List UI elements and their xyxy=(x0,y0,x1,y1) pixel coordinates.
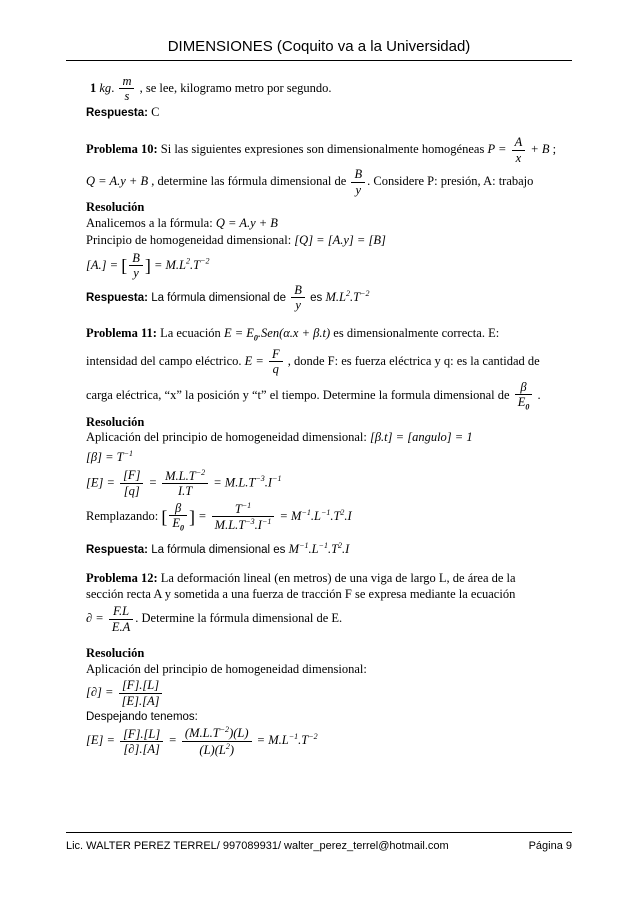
p12-d-num: [F].[L] xyxy=(121,678,160,693)
p10-answer-exp1: 2 xyxy=(345,288,350,298)
p10-a-right: = M.L xyxy=(150,257,187,272)
p12-e-right: = M.L xyxy=(253,733,289,748)
p11-repl-num2-exp: −1 xyxy=(241,500,252,510)
p12-resolution-heading: Resolución xyxy=(86,646,145,661)
p11-repl-den2-base: M.L.T xyxy=(214,518,246,533)
p10-a-frac xyxy=(129,251,143,281)
p11-target-num: β xyxy=(520,379,527,394)
document-body xyxy=(86,74,570,824)
p10-statement-line2 xyxy=(86,167,570,197)
p11-beta-exp: −1 xyxy=(123,448,133,458)
p11-text1: La ecuación xyxy=(156,326,224,341)
p11-target-den-sub: 0 xyxy=(525,402,530,412)
p10-resolution-heading: Resolución xyxy=(86,199,145,214)
p12-e-line xyxy=(86,725,570,757)
p10-eq-p-right: + B xyxy=(527,142,550,157)
p11-repl-den1-e: E xyxy=(172,515,180,530)
footer-author: Lic. WALTER PEREZ TERREL/ 997089931/ walter_perez_terrel@hotmail.com xyxy=(66,840,449,852)
p11-answer-exp3: 2 xyxy=(338,540,343,550)
p10-answer-m: M.L xyxy=(325,289,346,304)
p11-replace-text: Remplazando: xyxy=(86,508,162,523)
p11-eq-e-num: F xyxy=(271,346,280,361)
p11-eq-main: E = E xyxy=(223,326,254,341)
p11-answer xyxy=(86,541,570,557)
p11-e-den1: [q] xyxy=(120,483,143,498)
p10-a-num: B xyxy=(132,250,140,265)
intro-dot: . xyxy=(111,80,115,95)
p12-d-line xyxy=(86,678,570,708)
p11-app-line xyxy=(86,430,570,446)
equals-sign: = xyxy=(145,474,161,489)
p12-e-num2-base: (M.L.T xyxy=(184,726,220,741)
p11-answer-t: .T xyxy=(327,541,339,556)
p11-answer-i: .I xyxy=(342,541,350,556)
p10-eq-q: Q = A.y + B xyxy=(86,173,149,188)
p10-by-den: y xyxy=(351,182,365,197)
bracket-close: ] xyxy=(144,255,151,276)
p10-answer-es: es xyxy=(306,291,326,304)
p12-e-left: [E] = xyxy=(86,733,119,748)
p12-e-num2-end: )(L) xyxy=(229,726,249,741)
p11-repl-num2 xyxy=(212,501,275,517)
intro-answer-label: Respuesta: xyxy=(86,106,148,119)
p11-repl-den2-exp2: −1 xyxy=(261,517,272,527)
p11-e-num1: [F] xyxy=(123,468,141,483)
p10-answer-num: B xyxy=(294,282,302,297)
p10-a-mid: .T xyxy=(190,257,201,272)
p11-eq-rest: .Sen(α.x + β.t) xyxy=(257,326,331,341)
p12-e-num2-exp: −2 xyxy=(219,725,230,735)
p11-text2: es dimensionalmente correcta. E: xyxy=(330,326,500,341)
p12-eq-frac xyxy=(109,604,133,634)
p11-e-num2-base: M.L.T xyxy=(165,468,196,483)
p12-text1: La deformación lineal (en metros) de una viga de largo L, de área de la xyxy=(157,571,516,586)
p10-text1: Si las siguientes expresiones son dimensionalmente homogéneas xyxy=(157,142,488,157)
p11-e-right-exp2: −1 xyxy=(272,473,282,483)
intro-frac-den: s xyxy=(119,88,134,103)
p12-e-right-exp2: −2 xyxy=(308,732,318,742)
p12-e-den2-end: ) xyxy=(229,743,234,758)
p12-eq-left: ∂ = xyxy=(86,611,107,626)
p11-repl-frac2 xyxy=(212,501,275,533)
p11-text5: carga eléctrica, “x” la posición y “t” el tiempo. Determine la formula dimensional de xyxy=(86,387,513,402)
p12-text3: . Determine la fórmula dimensional de E. xyxy=(135,611,343,626)
p12-d-frac xyxy=(119,678,163,708)
p11-text4: , donde F: es fuerza eléctrica y q: es la cantidad de xyxy=(284,353,540,368)
p10-eq-p-num: A xyxy=(514,135,523,150)
p11-repl-exp2: −1 xyxy=(320,507,331,517)
equals-sign: = xyxy=(165,733,180,748)
p11-e-num2-exp: −2 xyxy=(195,467,206,477)
p11-answer-text: La fórmula dimensional es xyxy=(148,543,289,556)
p12-e-num2 xyxy=(182,725,252,741)
p10-by-frac xyxy=(351,167,365,197)
p12-e-frac1 xyxy=(120,727,163,757)
p11-answer-exp1: −1 xyxy=(299,540,309,550)
p12-d-den: [E].[A] xyxy=(119,693,163,708)
intro-kg: kg xyxy=(99,80,112,95)
p12-e-right-t: .T xyxy=(298,733,309,748)
p10-a-line xyxy=(86,251,570,281)
p11-repl-t: .T xyxy=(330,508,341,523)
p12-title: Problema 12: xyxy=(86,571,158,586)
p10-title: Problema 10: xyxy=(86,142,158,157)
p11-resolution-heading: Resolución xyxy=(86,414,145,429)
intro-line xyxy=(90,74,570,104)
p10-answer xyxy=(86,283,570,313)
p11-repl-num1: β xyxy=(175,500,182,515)
p12-app-line: Aplicación del principio de homogeneidad dimensional: xyxy=(86,661,367,676)
p10-answer-frac xyxy=(291,283,305,313)
p11-answer-exp2: −1 xyxy=(318,540,328,550)
p10-principle-line xyxy=(86,233,570,249)
p12-e-num1: [F].[L] xyxy=(123,726,161,741)
p11-repl-den2-i: .I xyxy=(254,518,262,533)
p10-principle-text: Principio de homogeneidad dimensional: xyxy=(86,233,295,248)
p11-repl-num2-base: T xyxy=(234,501,242,516)
p11-answer-m: M xyxy=(288,541,300,556)
p10-answer-exp2: −2 xyxy=(360,288,370,298)
p10-analyze-line xyxy=(86,216,570,232)
p11-e-right-i: .I xyxy=(264,474,273,489)
footer-rule xyxy=(66,832,572,833)
intro-answer xyxy=(86,105,570,121)
p11-target-frac xyxy=(515,380,533,412)
p12-e-den2-base: (L)(L xyxy=(199,743,226,758)
p11-eq-sub0: 0 xyxy=(253,333,258,343)
p12-despejando: Despejando tenemos: xyxy=(86,711,198,724)
p11-e-frac2 xyxy=(162,468,208,499)
p11-app-text: Aplicación del principio de homogeneidad dimensional: xyxy=(86,430,370,445)
p11-title: Problema 11: xyxy=(86,326,157,341)
p10-text3: . Considere P: presión, A: trabajo xyxy=(367,173,534,188)
p11-answer-label: Respuesta: xyxy=(86,543,148,556)
p11-target-den xyxy=(515,394,533,412)
p10-eq-p-frac xyxy=(512,135,526,165)
p12-e-den2-exp: 2 xyxy=(225,741,230,751)
p10-statement-line1 xyxy=(86,135,570,165)
p10-answer-text: La fórmula dimensional de xyxy=(148,291,290,304)
bracket-open: [ xyxy=(161,506,168,527)
p11-beta-eq: [β] = T xyxy=(86,449,124,464)
p10-by-num: B xyxy=(354,167,363,182)
p11-text6: . xyxy=(534,387,541,402)
p11-repl-den1 xyxy=(169,515,187,533)
p11-repl-frac1 xyxy=(169,501,187,533)
p12-e-den1: [∂].[A] xyxy=(120,741,163,756)
p11-e-frac1 xyxy=(120,468,143,498)
p10-a-left: [A.] = xyxy=(86,257,122,272)
intro-frac-num: m xyxy=(122,74,132,88)
p11-eq-e-frac xyxy=(269,347,283,377)
p11-repl-den1-sub: 0 xyxy=(179,523,184,533)
p10-a-exp2: −2 xyxy=(200,256,210,266)
p12-e-right-exp1: −1 xyxy=(288,732,299,742)
p12-e-den2 xyxy=(182,741,252,758)
p12-d-left: [∂] = xyxy=(86,685,117,700)
p10-answer-label: Respuesta: xyxy=(86,291,148,304)
p11-statement-line3 xyxy=(86,380,570,412)
p12-e-frac2 xyxy=(182,725,252,757)
p12-eq-num: F.L xyxy=(113,604,130,619)
p10-eq-p-left: P = xyxy=(487,142,510,157)
bracket-close: ] xyxy=(188,506,195,527)
p10-text2: , determine las fórmula dimensional de xyxy=(148,173,350,188)
p11-app-eq: [β.t] = [angulo] = 1 xyxy=(369,430,473,445)
intro-answer-value: C xyxy=(148,104,160,119)
p12-statement-line2: sección recta A y sometida a una fuerza de tracción F se expresa mediante la ecuación xyxy=(86,586,516,601)
p11-repl-den2-exp1: −3 xyxy=(245,517,255,527)
bracket-open: [ xyxy=(121,255,128,276)
p11-repl-right: = M xyxy=(276,508,302,523)
p11-e-right: = M.L.T xyxy=(210,474,256,489)
intro-text: , se lee, kilogramo metro por segundo. xyxy=(139,80,332,95)
p10-answer-den: y xyxy=(291,297,305,312)
p11-repl-i: .I xyxy=(344,508,352,523)
p12-statement-line1 xyxy=(86,571,570,587)
p11-replace-line xyxy=(86,501,570,533)
p11-target-den-e: E xyxy=(517,394,526,409)
p11-e-num2 xyxy=(162,468,208,484)
p11-repl-exp1: −1 xyxy=(301,507,311,517)
p10-principle-eq: [Q] = [A.y] = [B] xyxy=(294,233,386,248)
p11-repl-exp3: 2 xyxy=(340,507,345,517)
intro-fraction xyxy=(119,74,134,104)
header-rule xyxy=(66,60,572,61)
p11-e-right-exp1: −3 xyxy=(255,473,265,483)
p11-repl-den2 xyxy=(212,516,275,533)
footer-page-number: Página 9 xyxy=(528,840,572,852)
p12-statement-line3 xyxy=(86,604,570,634)
p11-text3: intensidad del campo eléctrico. xyxy=(86,353,245,368)
p11-answer-l: .L xyxy=(308,541,319,556)
equals-sign: = xyxy=(194,508,210,523)
p10-answer-t: .T xyxy=(349,289,361,304)
p11-statement-line1 xyxy=(86,326,570,344)
p11-e-line xyxy=(86,468,570,499)
p11-e-den2: I.T xyxy=(162,483,208,498)
page-header: DIMENSIONES (Coquito va a la Universidad) xyxy=(167,38,471,55)
p10-semicolon: ; xyxy=(549,142,557,157)
p11-statement-line2 xyxy=(86,347,570,377)
p10-a-den: y xyxy=(129,265,143,280)
p11-beta-line xyxy=(86,449,570,466)
p10-eq-p-den: x xyxy=(512,150,526,165)
p10-analyze-text: Analicemos a la fórmula: xyxy=(86,215,216,230)
intro-one: 1 xyxy=(90,80,97,95)
p10-a-exp1: 2 xyxy=(186,256,191,266)
p11-eq-e-left: E = xyxy=(244,353,267,368)
p10-analyze-eq: Q = A.y + B xyxy=(215,215,278,230)
p11-e-left: [E] = xyxy=(86,474,119,489)
p11-eq-e-den: q xyxy=(269,361,283,376)
p11-repl-l: .L xyxy=(310,508,321,523)
p12-eq-den: E.A xyxy=(109,619,133,634)
